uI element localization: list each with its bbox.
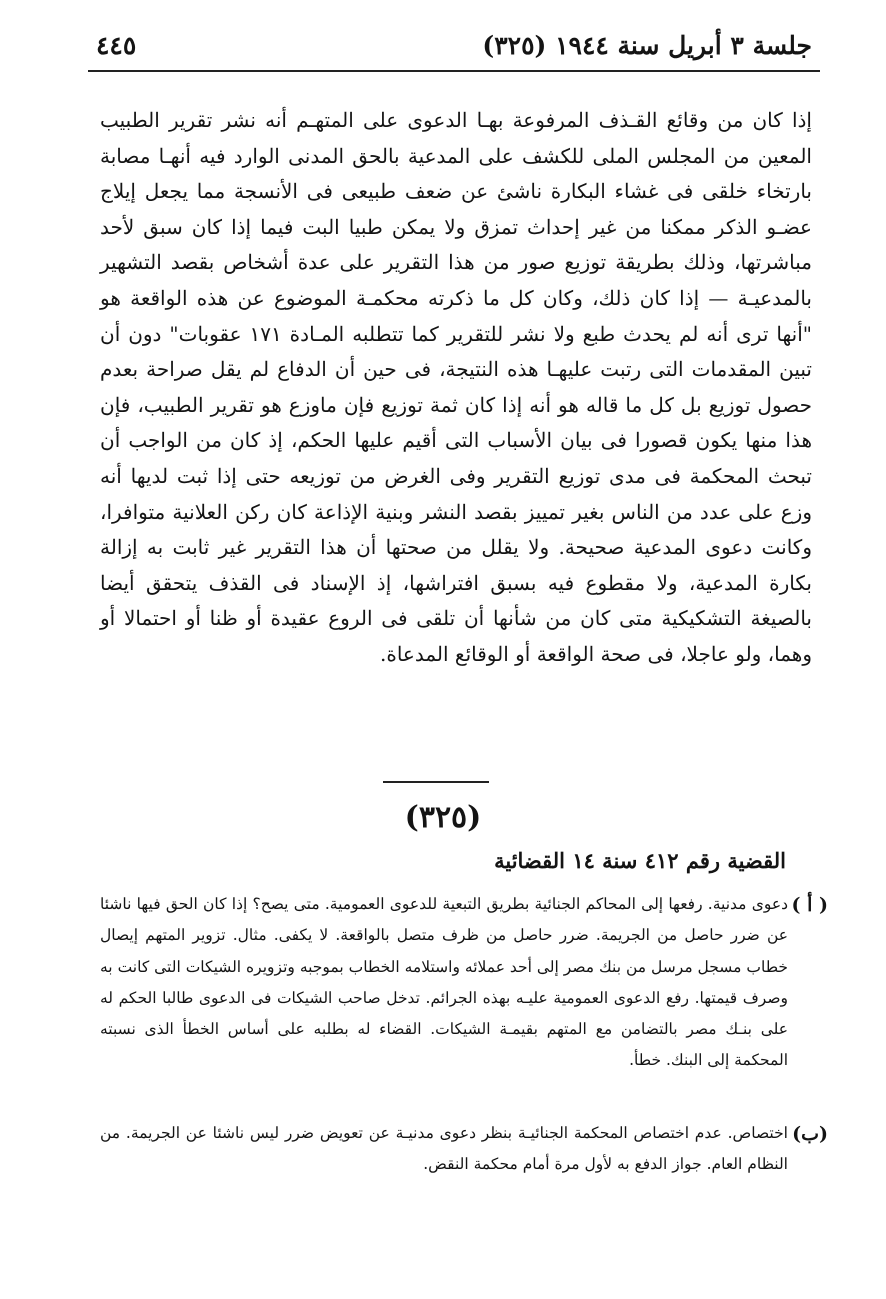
case-number: (٣٢٥) [404, 800, 482, 835]
headnote-a [100, 889, 828, 1077]
header-rule [88, 70, 820, 72]
headnote-text: دعوى مدنية. رفعها إلى المحاكم الجنائية بطريق التبعية للدعوى العمومية. متى يصح؟ إذا كان الحق فيها ناشئا عن ضرر حاصل من الجريمة. ضرر حاصل من ظرف متصل بالواقعة. لا يكفى. مثال. تزوير المتهم إيصال خطاب مسجل مرسل من بنك مصر إلى أحد عملائه واستلامه الخطاب بموجبه وتزويره الشيكات التى كانت به وصرف قيمتها. رفع الدعوى العمومية عليـه بهذه الجرائم. تدخل صاحب الشيكات فى الدعوى طالبا الحكم له على بنـك مصر بالتضامن مع المتهم بقيمـة الشيكات. القضاء له بطلبه على أساس الخطأ الذى نسبته المحكمة إلى البنك. خطأ. [100, 895, 788, 1070]
headnote-marker: (ب) [792, 1123, 828, 1145]
section-separator [383, 781, 489, 783]
running-title: جلسة ٣ أبريل سنة ١٩٤٤ (٣٢٥) [482, 30, 812, 60]
page-number: ٤٤٥ [96, 30, 137, 60]
case-title: القضية رقم ٤١٢ سنة ١٤ القضائية [494, 848, 786, 873]
headnote-b [100, 1118, 828, 1181]
page-header [96, 22, 812, 68]
headnote-text: اختصاص. عدم اختصاص المحكمة الجنائيـة بنظر دعوى مدنيـة عن تعويض ضرر ليس ناشئا عن الجريمة. من النظام العام. جواز الدفع به لأول مرة أمام محكمة النقض. [100, 1124, 788, 1174]
body-text [100, 103, 812, 673]
headnote-marker: ( أ ) [791, 894, 828, 916]
body-paragraph: إذا كان من وقائع القـذف المرفوعة بهـا الدعوى على المتهـم أنه نشر تقرير الطبيب المعين من المجلس الملى للكشف على المدعية بالحق المدنى الوارد فيه أنهـا مصابة بارتخاء خلقى فى غشاء البكارة ناشئ عن ضعف طبيعى فى الأنسجة مما يجعل إيلاج عضـو الذكر ممكنا من غير إحداث تمزق ولا يمكن طبيا البت فيما إذا كان سبق لأحد مباشرتها، وذلك بطريقة توزيع صور من هذا التقرير على عدة أشخاص بقصد التشهير بالمدعيـة — إذا كان ذلك، وكان كل ما ذكرته محكمـة الموضوع عن هذه الواقعة هو "أنها ترى أنه لم يحدث طبع ولا نشر للتقرير كما تتطلبه المـادة ١٧١ عقوبات" دون أن تبين المقدمات التى رتبت عليهـا هذه النتيجة، فى حين أن الدفاع لم يقل صراحة بعدم حصول توزيع بل كل ما قاله هو أنه إذا كان ثمة توزيع فإن ماوزع هو تقرير الطبيب، فإن هذا منها يكون قصورا فى بيان الأسباب التى أقيم عليها الحكم، إذ كان من الواجب أن تبحث المحكمة فى مدى توزيع التقرير وفى الغرض من توزيعه حتى إذا ثبت لديها أنه وزع على عدد من الناس بغير تمييز بقصد النشر وبنية الإذاعة كان ركن العلانية متوافرا، وكانت دعوى المدعية صحيحة. ولا يقلل من صحتها أن هذا التقرير غير ثابت به إزالة بكارة المدعية، ولا مقطوع فيه بسبق افتراشها، إذ الإسناد فى القذف يتحقق أيضا بالصيغة التشكيكية متى كان من شأنها أن تلقى فى الروع عقيدة أو ظنا أو احتمالا أو وهما، ولو عاجلا، فى صحة الواقعة أو الوقائع المدعاة. [100, 108, 813, 666]
